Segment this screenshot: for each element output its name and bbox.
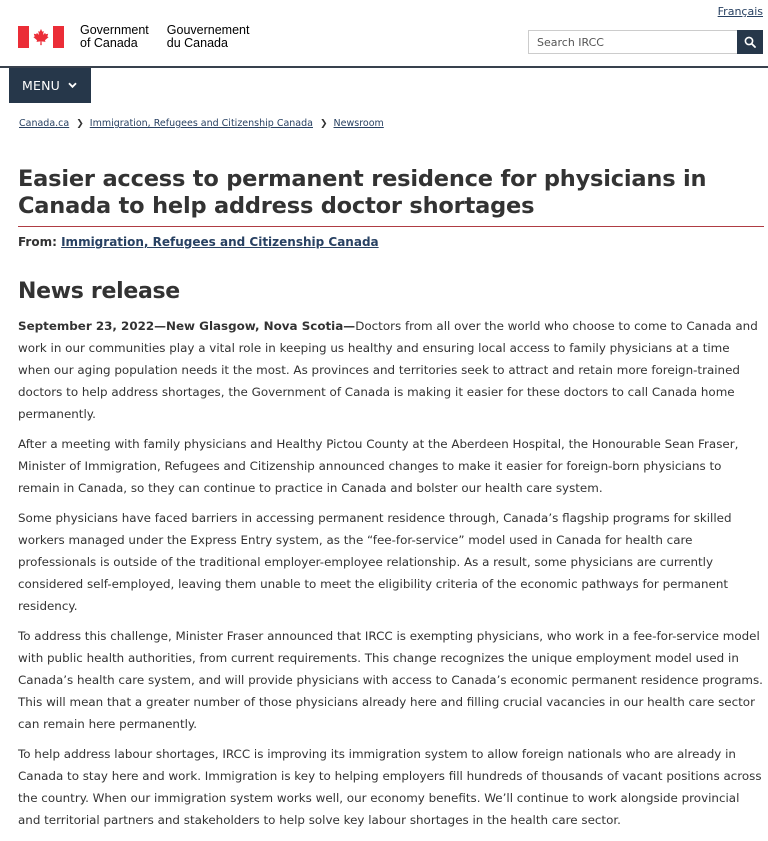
from-department-link[interactable]: Immigration, Refugees and Citizenship Canada (61, 235, 379, 249)
article-paragraph: To address this challenge, Minister Fraser announced that IRCC is exempting physicians, who work in a fee-for-service model with public health authorities, from current requirements. This change recognizes the unique employment model used in Canada’s health care system, and will provide physicians with access to Canada’s economic permanent residence programs. This will mean that a greater number of those physicians already here and filling crucial vacancies in our health care sector can remain here permanently. (18, 629, 763, 731)
gov-en-line2: of Canada (80, 36, 138, 50)
title-underline (18, 226, 764, 227)
article-body (18, 315, 764, 839)
canada-flag-icon (18, 26, 64, 48)
breadcrumb-ircc[interactable]: Immigration, Refugees and Citizenship Canada (89, 118, 313, 129)
paragraph-text: Doctors from all over the world who choose to come to Canada and work in our communities play a vital role in keeping us healthy and ensuring local access to family physicians at a time when our aging population needs it the most. As provinces and territories seek to attract and retain more foreign-trained doctors to help address shortages, the Government of Canada is making it easier for these doctors to call Canada home permanently. (18, 319, 758, 421)
article-paragraph: Some physicians have faced barriers in accessing permanent residence through, Canada’s flagship programs for skilled workers managed under the Express Entry system, as the “fee-for-service” model used in Canada for health care professionals is outside of the traditional employer-employee relationship. As a result, some physicians are currently considered self-employed, leaving them unable to meet the eligibility criteria of the economic pathways for permanent residency. (18, 511, 732, 613)
gov-fr-line2: du Canada (166, 36, 228, 50)
from-label: From: (18, 235, 57, 249)
chevron-right-icon: ❯ (319, 118, 328, 129)
menu-button[interactable] (9, 68, 91, 103)
breadcrumb-newsroom[interactable]: Newsroom (333, 118, 384, 129)
government-of-canada-signature[interactable] (18, 24, 267, 50)
gov-en-line1: Government (80, 23, 149, 37)
menu-label: MENU (22, 78, 60, 93)
breadcrumb-canada-ca[interactable]: Canada.ca (19, 118, 70, 129)
header-divider (0, 66, 768, 68)
search-button[interactable] (737, 30, 763, 54)
gouvernement-du-canada-text (167, 24, 250, 50)
gov-fr-line1: Gouvernement (166, 23, 250, 37)
breadcrumb (19, 118, 384, 129)
chevron-down-icon (68, 82, 77, 89)
article-paragraph: After a meeting with family physicians and Healthy Pictou County at the Aberdeen Hospital, the Honourable Sean Fraser, Minister of Immigration, Refugees and Citizenship announced changes to make it easier for foreign-born physicians to remain in Canada, so they can continue to practice in Canada and bolster our health care system. (18, 437, 739, 495)
government-of-canada-text (80, 24, 149, 50)
dateline: September 23, 2022—New Glasgow, Nova Scotia— (18, 319, 356, 333)
search-input[interactable] (528, 30, 737, 54)
search-icon (744, 36, 756, 48)
search-form (528, 30, 763, 54)
article-paragraph (18, 315, 764, 425)
from-line (18, 235, 379, 249)
language-toggle-link[interactable]: Français (717, 5, 763, 18)
section-heading: News release (18, 279, 180, 304)
chevron-right-icon: ❯ (76, 118, 84, 129)
page-title: Easier access to permanent residence for physicians in Canada to help address doctor shortages (18, 166, 707, 219)
article-paragraph: To help address labour shortages, IRCC is improving its immigration system to allow foreign nationals who are already in Canada to stay here and work. Immigration is key to helping employers fill hundreds of thousands of vacant positions across the country. When our immigration system works well, our economy benefits. We’ll continue to work alongside provincial and territorial partners and stakeholders to help solve key labour shortages in the health care sector. (18, 747, 762, 827)
